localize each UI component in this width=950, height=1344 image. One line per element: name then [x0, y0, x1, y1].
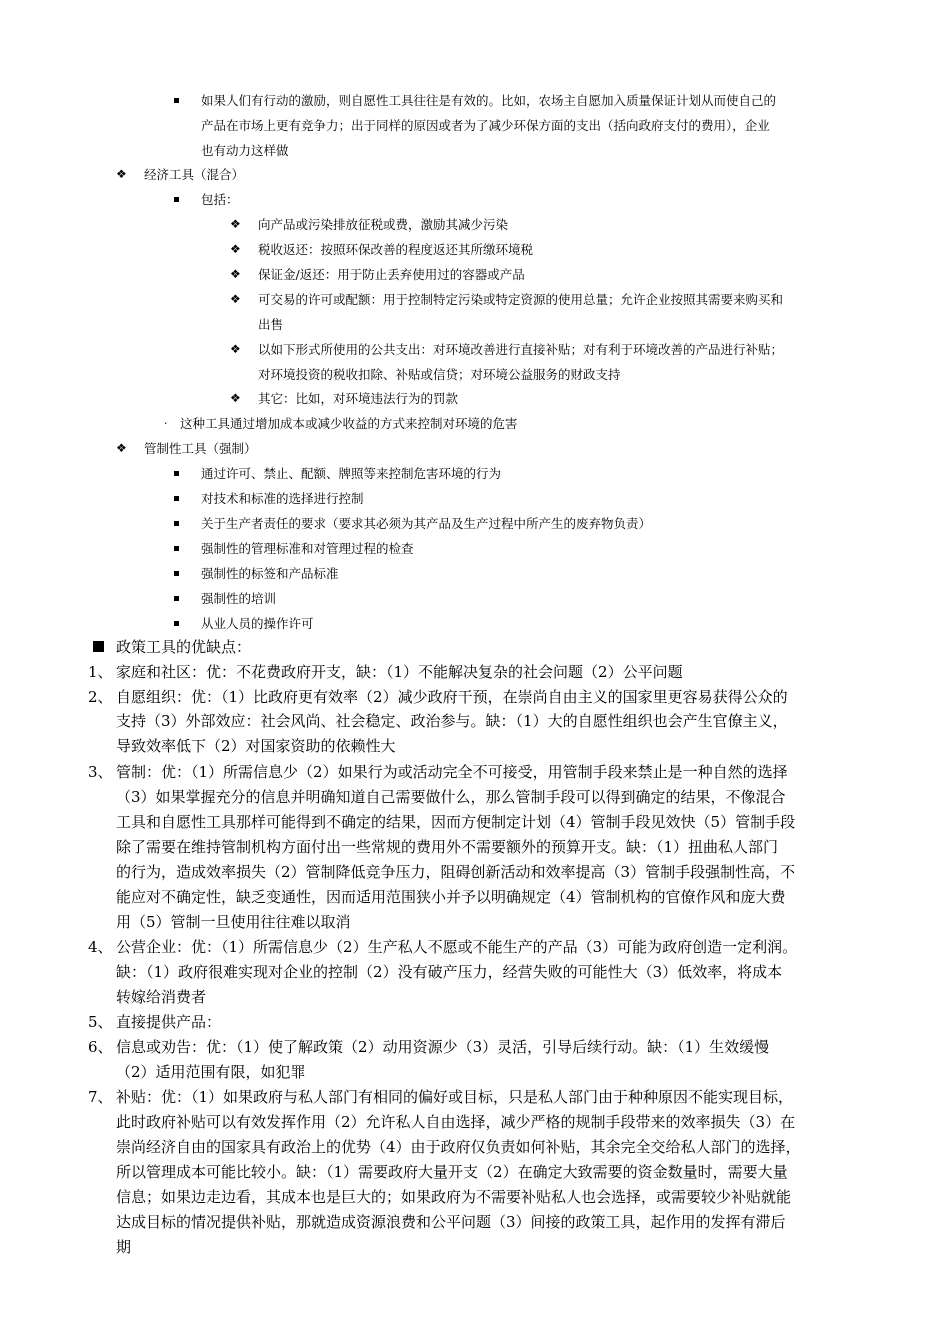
item-line: 导致效率低下（2）对国家资助的依赖性大: [116, 737, 396, 755]
item-line: 的行为，造成效率损失（2）管制降低竞争压力，阻碍创新活动和效率提高（3）管制手段强制性高，不: [116, 863, 796, 881]
item-line: 缺：（1）政府很难实现对企业的控制（2）没有破产压力，经营失败的可能性大（3）低效率，将成本: [116, 963, 783, 981]
voluntary-incentive-line-3: 也有动力这样做: [201, 143, 289, 158]
item-line: 信息；如果边走边看，其成本也是巨大的；如果政府为不需要补贴私人也会选择，或需要较少补贴就能: [116, 1188, 792, 1206]
diamond-bullet-icon: ❖: [116, 167, 127, 181]
diamond-bullet-icon: ❖: [230, 292, 241, 306]
item-number: 4、: [88, 938, 113, 956]
diamond-bullet-icon: ❖: [230, 267, 241, 281]
economic-item-text: 税收返还：按照环保改善的程度返还其所缴环境税: [258, 242, 534, 257]
item-line: 信息或劝告：优：（1）使了解政策（2）动用资源少（3）灵活，引导后续行动。缺：（1）生效缓慢: [116, 1038, 770, 1056]
dot-bullet-icon: ·: [164, 417, 168, 430]
item-line: 期: [116, 1238, 132, 1256]
item-line: 支持（3）外部效应：社会风尚、社会稳定、政治参与。缺：（1）大的自愿性组织也会产生官僚主义，: [116, 712, 788, 730]
square-bullet-icon: [174, 496, 179, 501]
item-line: 所以管理成本可能比较小。缺：（1）需要政府大量开支（2）在确定大致需要的资金数量时，需要大量: [116, 1163, 788, 1181]
item-number: 5、: [88, 1013, 113, 1031]
item-line: 家庭和社区：优：不花费政府开支，缺：（1）不能解决复杂的社会问题（2）公平问题: [116, 663, 683, 681]
square-bullet-icon: [174, 197, 179, 202]
filled-square-icon: [93, 641, 104, 652]
square-bullet-icon: [174, 521, 179, 526]
economic-note: 这种工具通过增加成本或减少收益的方式来控制对环境的危害: [180, 416, 518, 431]
regulatory-item-text: 对技术和标准的选择进行控制: [201, 491, 364, 506]
economic-tools-heading: 经济工具（混合）: [144, 167, 245, 182]
square-bullet-icon: [174, 571, 179, 576]
voluntary-incentive-line-1: 如果人们有行动的激励，则自愿性工具往往是有效的。比如，农场主自愿加入质量保证计划从而使自己的: [201, 93, 777, 108]
item-line: 补贴：优：（1）如果政府与私人部门有相同的偏好或目标，只是私人部门由于种种原因不能实现目标，: [116, 1088, 794, 1106]
economic-item-text: 其它：比如，对环境违法行为的罚款: [258, 391, 459, 406]
item-number: 7、: [88, 1088, 113, 1106]
diamond-bullet-icon: ❖: [230, 242, 241, 256]
item-number: 6、: [88, 1038, 113, 1056]
item-line: 崇尚经济自由的国家具有政治上的优势（4）由于政府仅负责如何补贴，其余完全交给私人部门的选择，: [116, 1138, 801, 1156]
item-number: 3、: [88, 763, 113, 781]
item-line: 管制：优：（1）所需信息少（2）如果行为或活动完全不可接受，用管制手段来禁止是一种自然的选择: [116, 763, 788, 781]
economic-item-text: 出售: [258, 317, 284, 332]
square-bullet-icon: [174, 596, 179, 601]
pros-cons-heading: 政策工具的优缺点：: [116, 638, 252, 656]
item-line: 自愿组织：优：（1）比政府更有效率（2）减少政府干预，在崇尚自由主义的国家里更容易获得公众的: [116, 688, 788, 706]
square-bullet-icon: [174, 621, 179, 626]
square-bullet-icon: [174, 98, 179, 103]
economic-item-text: 可交易的许可或配额：用于控制特定污染或特定资源的使用总量；允许企业按照其需要来购买和: [258, 292, 784, 307]
economic-includes-label: 包括：: [201, 192, 239, 207]
economic-item-text: 对环境投资的税收扣除、补贴或信贷；对环境公益服务的财政支持: [258, 367, 621, 382]
item-line: 能应对不确定性，缺乏变通性，因而适用范围狭小并予以明确规定（4）管制机构的官僚作风和庞大费: [116, 888, 786, 906]
voluntary-incentive-line-2: 产品在市场上更有竞争力；出于同样的原因或者为了减少环保方面的支出（括向政府支付的费用），企业: [201, 118, 770, 133]
item-line: 转嫁给消费者: [116, 988, 207, 1006]
item-line: 达成目标的情况提供补贴，那就造成资源浪费和公平问题（3）间接的政策工具，起作用的发挥有滞后: [116, 1213, 786, 1231]
item-line: （2）适用范围有限，如犯罪: [116, 1063, 306, 1081]
regulatory-item-text: 强制性的标签和产品标准: [201, 566, 339, 581]
item-number: 1、: [88, 663, 113, 681]
item-line: 除了需要在维持管制机构方面付出一些常规的费用外不需要额外的预算开支。缺：（1）扭曲私人部门: [116, 838, 779, 856]
regulatory-item-text: 通过许可、禁止、配额、牌照等来控制危害环境的行为: [201, 466, 502, 481]
regulatory-item-text: 强制性的培训: [201, 591, 277, 606]
diamond-bullet-icon: ❖: [116, 441, 127, 455]
diamond-bullet-icon: ❖: [230, 391, 241, 405]
item-line: 工具和自愿性工具那样可能得到不确定的结果，因而方便制定计划（4）管制手段见效快（5）管制手段: [116, 813, 796, 831]
item-line: 此时政府补贴可以有效发挥作用（2）允许私人自由选择，减少严格的规制手段带来的效率损失（3）在: [116, 1113, 796, 1131]
item-number: 2、: [88, 688, 113, 706]
economic-item-text: 向产品或污染排放征税或费，激励其减少污染: [258, 217, 509, 232]
item-line: 公营企业：优：（1）所需信息少（2）生产私人不愿或不能生产的产品（3）可能为政府创造一定利润。: [116, 938, 798, 956]
regulatory-item-text: 从业人员的操作许可: [201, 616, 314, 631]
regulatory-item-text: 关于生产者责任的要求（要求其必须为其产品及生产过程中所产生的废弃物负责）: [201, 516, 652, 531]
economic-item-text: 以如下形式所使用的公共支出：对环境改善进行直接补贴；对有利于环境改善的产品进行补贴；: [258, 342, 784, 357]
item-line: （3）如果掌握充分的信息并明确知道自己需要做什么，那么管制手段可以得到确定的结果，不像混合: [116, 788, 786, 806]
item-line: 用（5）管制一旦使用往往难以取消: [116, 913, 351, 931]
diamond-bullet-icon: ❖: [230, 217, 241, 231]
square-bullet-icon: [174, 546, 179, 551]
diamond-bullet-icon: ❖: [230, 342, 241, 356]
economic-item-text: 保证金/返还：用于防止丢弃使用过的容器或产品: [258, 267, 525, 282]
square-bullet-icon: [174, 471, 179, 476]
regulatory-item-text: 强制性的管理标准和对管理过程的检查: [201, 541, 414, 556]
regulatory-tools-heading: 管制性工具（强制）: [144, 441, 257, 456]
item-line: 直接提供产品：: [116, 1013, 222, 1031]
